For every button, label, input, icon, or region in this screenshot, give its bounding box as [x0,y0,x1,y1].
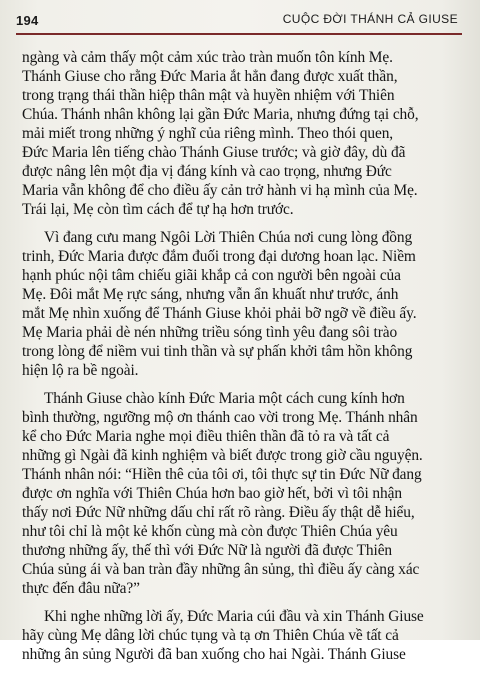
page-number: 194 [16,13,39,28]
body-text [22,48,462,673]
running-title: CUỘC ĐỜI THÁNH CẢ GIUSE [282,12,458,26]
page-header [0,0,480,40]
header-rule [16,33,462,35]
paragraph: Vì đang cưu mang Ngôi Lời Thiên Chúa nơi cung lòng đồng trinh, Đức Maria được đắm đuối trong đại dương hoan lạc. Niềm hạnh phúc nội tâm chiếu giãi khắp cả con người bên ngoài của Mẹ. Đôi mắt Mẹ rực sáng, nhưng vẫn ẩn khuất như trước, ánh mắt Mẹ nhìn xuống để Thánh Giuse khỏi phải bỡ ngỡ về điều ấy. Mẹ Maria phải dè nén những triều sóng tình yêu đang sôi trào trong lòng để niềm vui tinh thần và sự phấn khởi tâm hồn không hiện lộ ra bề ngoài. [22,229,417,379]
paragraph: Khi nghe những lời ấy, Đức Maria cúi đầu và xin Thánh Giuse hãy cùng Mẹ dâng lời chúc tụng và tạ ơn Thiên Chúa về tất cả những ân sủng Người đã ban xuống cho hai Ngài. Thánh Giuse [22,608,424,663]
paragraph: ngàng và cảm thấy một cảm xúc trào tràn muốn tôn kính Mẹ. Thánh Giuse cho rằng Đức Maria ắt hẳn đang được xuất thần, trong trạng thái thần hiệp thân mật và huyền nhiệm với Thiên Chúa. Thánh nhân không lại gần Đức Maria, nhưng đứng tại chỗ, mải miết trong những ý nghĩ của riêng mình. Theo thói quen, Đức Maria lên tiếng chào Thánh Giuse trước; và giờ đây, dù đã được nâng lên một địa vị đáng kính và cao trọng, nhưng Đức Maria vẫn không để cho điều ấy cản trở hành vi hạ mình của Mẹ. Trái lại, Mẹ còn tìm cách để tự hạ hơn trước. [22,49,419,218]
paragraph: Thánh Giuse chào kính Đức Maria một cách cung kính hơn bình thường, ngưỡng mộ ơn thánh cao vời trong Mẹ. Thánh nhân kể cho Đức Maria nghe mọi điều thiên thần đã tỏ ra và tất cả những gì Ngài đã kinh nghiệm và biết được trong giờ cầu nguyện. Thánh nhân nói: “Hiền thê của tôi ơi, tôi thực sự tin Đức Nữ đang được ơn nghĩa với Thiên Chúa hơn bao giờ hết, bởi vì tôi nhận thấy nơi Đức Nữ những dấu chỉ rất rõ ràng. Điều ấy thật dễ hiểu, như tôi chỉ là một kẻ khốn cùng mà còn được Thiên Chúa yêu thương những ấy, thế thì với Đức Nữ là người đã được Thiên Chúa sủng ái và ban tràn đầy những ân sủng, thì điều ấy càng xác thực đến đâu nữa?” [22,390,423,597]
